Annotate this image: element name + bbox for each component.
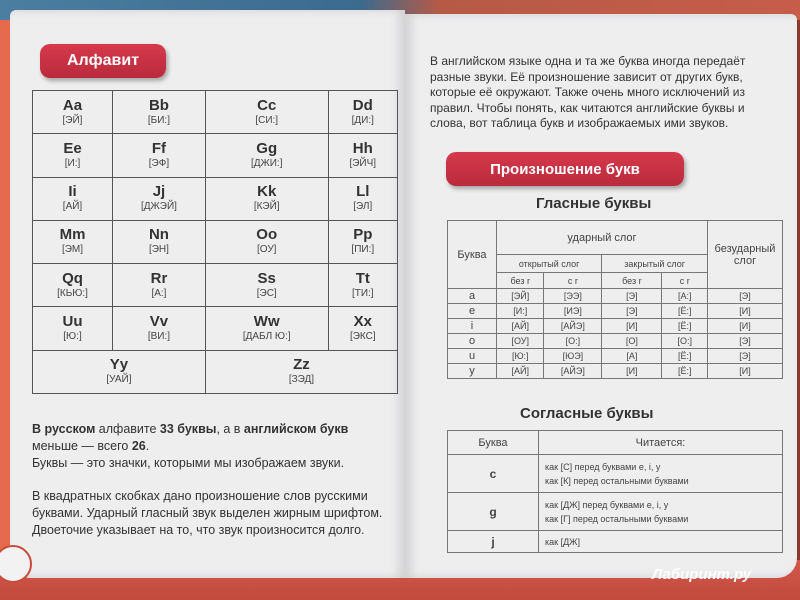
alphabet-cell <box>205 350 397 393</box>
text-span: . <box>145 439 150 453</box>
vowel-sound: [Ё:] <box>662 319 708 334</box>
alphabet-letter: Ss <box>257 269 276 287</box>
vowel-row <box>448 364 783 379</box>
alphabet-letter: Ww <box>253 313 280 331</box>
vowel-sound: [О:] <box>544 334 602 349</box>
alphabet-count-paragraph <box>32 421 392 472</box>
cons-header-letter: Буква <box>448 431 539 455</box>
alphabet-sound: [ОУ] <box>256 244 277 256</box>
consonant-letter: g <box>448 493 539 531</box>
alphabet-sound: [ЭЙ] <box>62 114 83 126</box>
alphabet-cell <box>33 91 113 134</box>
alphabet-cell <box>33 220 113 263</box>
alphabet-cell <box>328 220 397 263</box>
alphabet-sound: [ЗЭД] <box>288 374 315 386</box>
alphabet-cell <box>33 177 113 220</box>
vowel-sound: [Э] <box>602 304 662 319</box>
vowel-header-stressed: ударный слог <box>497 221 708 255</box>
consonant-reading <box>539 531 783 553</box>
vowel-sound: [ЭЭ] <box>544 289 602 304</box>
letters-definition: Буквы — это значки, которыми мы изображаем звуки. <box>32 456 345 470</box>
alphabet-letter: Jj <box>152 183 166 201</box>
vowel-sound: [А] <box>602 349 662 364</box>
text-bold-russian: В русском <box>32 422 96 436</box>
consonant-rule: как [С] перед буквами e, i, y <box>545 461 661 472</box>
alphabet-cell <box>205 220 328 263</box>
text-bold-english: английском букв <box>243 422 349 436</box>
vowel-header-letter: Буква <box>448 221 497 289</box>
vowel-sound: [АЙЭ] <box>544 364 602 379</box>
watermark: Лабиринт.ру <box>652 566 752 583</box>
alphabet-sound: [ЭН] <box>148 244 169 256</box>
text-bold-26: 26 <box>131 439 146 453</box>
alphabet-sound: [ПИ:] <box>351 244 375 256</box>
alphabet-letter: Xx <box>353 313 372 331</box>
alphabet-sound: [УАЙ] <box>106 374 132 386</box>
alphabet-sound: [ДЖЭЙ] <box>140 201 177 213</box>
consonants-table <box>447 430 783 553</box>
consonant-reading <box>539 455 783 493</box>
consonant-rule: как [ДЖ] перед буквами e, i, y <box>545 499 669 510</box>
consonant-row <box>448 455 783 493</box>
vowel-header-no-r: без r <box>497 273 544 289</box>
alphabet-sound: [СИ:] <box>255 114 279 126</box>
vowel-sound: [О] <box>602 334 662 349</box>
consonant-rule: как [Г] перед остальными буквами <box>545 513 689 524</box>
vowel-header-with-r: с r <box>662 273 708 289</box>
alphabet-letter: Vv <box>149 313 169 331</box>
alphabet-sound: [ЭЛ] <box>353 201 373 213</box>
vowel-header-with-r: с r <box>544 273 602 289</box>
alphabet-sound: [ЭС] <box>256 287 277 299</box>
alphabet-cell <box>33 350 206 393</box>
vowel-row <box>448 319 783 334</box>
alphabet-cell <box>328 91 397 134</box>
vowel-header-no-r: без r <box>602 273 662 289</box>
vowel-header-closed: закрытый слог <box>602 255 708 273</box>
alphabet-cell <box>328 177 397 220</box>
alphabet-cell <box>205 177 328 220</box>
alphabet-letter: Cc <box>257 96 277 114</box>
alphabet-letter: Hh <box>352 139 373 157</box>
vowel-sound: [И] <box>708 319 783 334</box>
vowel-header-open: открытый слог <box>497 255 602 273</box>
cons-header-reads: Читается: <box>539 431 783 455</box>
alphabet-banner: Алфавит <box>40 44 166 78</box>
alphabet-sound: [ДИ:] <box>351 114 374 126</box>
vowel-sound: [Э] <box>708 289 783 304</box>
vowel-row <box>448 304 783 319</box>
vowel-row <box>448 289 783 304</box>
text-span: алфавите <box>95 422 160 436</box>
brackets-explanation: В квадратных скобках дано произношение слов русскими буквами. Ударный гласный звук выделен жирным шрифтом. Двоеточие указывает на то, что звук произносится долго. <box>32 489 383 537</box>
alphabet-letter: Qq <box>62 269 83 287</box>
alphabet-cell <box>328 264 397 307</box>
vowel-row <box>448 334 783 349</box>
alphabet-letter: Aa <box>62 96 83 114</box>
alphabet-sound: [Ю:] <box>63 331 82 343</box>
alphabet-letter: Ii <box>68 183 77 201</box>
alphabet-letter: Gg <box>256 139 278 157</box>
alphabet-cell <box>33 134 113 177</box>
alphabet-letter: Zz <box>293 356 310 374</box>
alphabet-sound: [А:] <box>151 287 167 299</box>
vowel-sound: [ЮЭ] <box>544 349 602 364</box>
alphabet-sound: [КЭЙ] <box>253 201 280 213</box>
vowel-letter: i <box>448 319 497 334</box>
alphabet-letter: Oo <box>256 226 278 244</box>
alphabet-letter: Bb <box>148 96 169 114</box>
vowel-sound: [О:] <box>662 334 708 349</box>
alphabet-sound: [ЭФ] <box>148 157 170 169</box>
vowel-sound: [А:] <box>662 289 708 304</box>
alphabet-letter: Uu <box>62 313 83 331</box>
text-bold-33: 33 буквы <box>159 422 217 436</box>
pronunciation-banner: Произношение букв <box>446 152 684 186</box>
vowel-sound: [И] <box>602 319 662 334</box>
vowel-sound: [ОУ] <box>497 334 544 349</box>
vowels-title: Гласные буквы <box>536 195 652 212</box>
vowel-sound: [Ё:] <box>662 364 708 379</box>
alphabet-cell <box>33 264 113 307</box>
consonant-rule: как [К] перед остальными буквами <box>545 475 689 486</box>
consonant-row <box>448 493 783 531</box>
vowel-letter: e <box>448 304 497 319</box>
text-span: , а в <box>216 422 244 436</box>
vowel-sound: [И] <box>708 304 783 319</box>
vowel-sound: [Э] <box>708 334 783 349</box>
alphabet-sound: [ДЖИ:] <box>250 157 283 169</box>
consonant-row <box>448 531 783 553</box>
vowel-sound: [И] <box>708 364 783 379</box>
alphabet-cell <box>113 91 206 134</box>
alphabet-sound: [ЭМ] <box>61 244 84 256</box>
consonant-letter: c <box>448 455 539 493</box>
alphabet-sound: [ВИ:] <box>147 331 171 343</box>
alphabet-table <box>32 90 398 394</box>
vowel-sound: [АЙ] <box>497 364 544 379</box>
alphabet-letter: Tt <box>355 269 370 287</box>
text-span: меньше — всего <box>32 439 132 453</box>
alphabet-sound: [И:] <box>64 157 81 169</box>
alphabet-letter: Ll <box>356 183 370 201</box>
vowel-sound: [ЭЙ] <box>497 289 544 304</box>
alphabet-sound: [КЬЮ:] <box>57 287 88 299</box>
alphabet-cell <box>113 307 206 350</box>
vowel-letter: o <box>448 334 497 349</box>
alphabet-letter: Nn <box>148 226 169 244</box>
vowel-sound: [Э] <box>602 289 662 304</box>
vowel-sound: [Ё:] <box>662 349 708 364</box>
alphabet-sound: [ДАБЛ Ю:] <box>242 331 291 343</box>
vowel-sound: [АЙЭ] <box>544 319 602 334</box>
alphabet-letter: Rr <box>150 269 168 287</box>
alphabet-cell <box>205 264 328 307</box>
alphabet-letter: Dd <box>352 96 373 114</box>
alphabet-cell <box>328 134 397 177</box>
alphabet-letter: Mm <box>59 226 86 244</box>
alphabet-sound: [БИ:] <box>147 114 170 126</box>
vowel-sound: [И] <box>602 364 662 379</box>
alphabet-cell <box>205 134 328 177</box>
alphabet-cell <box>205 91 328 134</box>
vowel-row <box>448 349 783 364</box>
alphabet-cell <box>113 177 206 220</box>
alphabet-sound: [ЭКС] <box>349 331 376 343</box>
vowel-sound: [АЙ] <box>497 319 544 334</box>
vowel-header-unstressed: безударный слог <box>708 221 783 289</box>
alphabet-sound: [ЭЙЧ] <box>349 157 377 169</box>
vowel-sound: [И:] <box>497 304 544 319</box>
consonants-title: Согласные буквы <box>520 405 654 422</box>
alphabet-cell <box>113 264 206 307</box>
vowel-sound: [ИЭ] <box>544 304 602 319</box>
alphabet-letter: Ff <box>151 139 167 157</box>
alphabet-letter: Kk <box>257 183 277 201</box>
alphabet-cell <box>33 307 113 350</box>
consonant-rule: как [ДЖ] <box>545 536 580 547</box>
alphabet-letter: Yy <box>109 356 129 374</box>
intro-paragraph: В английском языке одна и та же буква иногда передаёт разные звуки. Её произношение зависит от других букв, которые её окружают. Также очень много исключений из правил. Чтобы понять, как читаются английские буквы и слова, вот таблица букв и изображаемых ими звуков. <box>430 54 746 130</box>
alphabet-cell <box>113 220 206 263</box>
alphabet-cell <box>205 307 328 350</box>
vowel-letter: u <box>448 349 497 364</box>
alphabet-cell <box>113 134 206 177</box>
alphabet-letter: Ee <box>63 139 82 157</box>
vowel-sound: [Ё:] <box>662 304 708 319</box>
consonant-letter: j <box>448 531 539 553</box>
vowels-table <box>447 220 783 379</box>
alphabet-sound: [АЙ] <box>62 201 83 213</box>
vowel-sound: [Ю:] <box>497 349 544 364</box>
alphabet-sound: [ТИ:] <box>351 287 374 299</box>
alphabet-cell <box>328 307 397 350</box>
vowel-letter: y <box>448 364 497 379</box>
vowel-letter: a <box>448 289 497 304</box>
consonant-reading <box>539 493 783 531</box>
alphabet-letter: Pp <box>353 226 373 244</box>
vowel-sound: [Э] <box>708 349 783 364</box>
